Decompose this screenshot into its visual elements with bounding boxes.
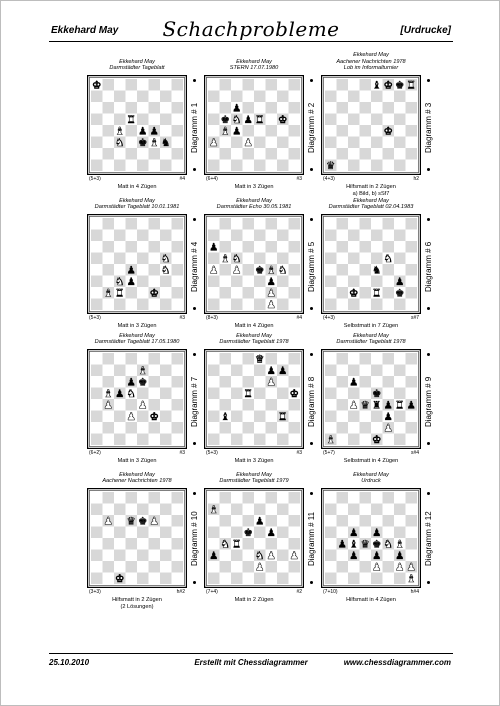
- black-king-icon: ♚: [138, 376, 148, 389]
- diagram-source: Darmstädter Tageblatt 1979: [219, 478, 289, 485]
- white-pawn-icon: ♟: [209, 136, 219, 149]
- chess-board: [87, 488, 187, 588]
- black-queen-icon: ♛: [360, 399, 370, 412]
- chess-board: [87, 214, 187, 314]
- stipulation-code: #3: [296, 450, 302, 456]
- marker-dot: [193, 79, 196, 82]
- stipulation-text: Matt in 3 Zügen: [117, 323, 157, 329]
- diagram-label: Diagramm # 8: [307, 376, 316, 427]
- diagram-author: Ekkehard May: [119, 58, 155, 65]
- white-pawn-icon: ♟: [266, 298, 276, 311]
- black-pawn-icon: ♟: [349, 549, 359, 562]
- stipulation-code: #3: [296, 176, 302, 182]
- white-rook-icon: ♜: [278, 410, 288, 423]
- diagram-author: Ekkehard May: [236, 197, 272, 204]
- white-knight-icon: ♞: [383, 538, 393, 551]
- piece-count: (3+3): [89, 589, 101, 595]
- white-pawn-icon: ♟: [255, 561, 265, 574]
- diagram-source: Darmstädter Echo 30.05.1981: [216, 204, 292, 211]
- white-knight-icon: ♞: [232, 113, 242, 126]
- marker-dot: [193, 353, 196, 356]
- diagram-label: Diagramm # 12: [424, 511, 433, 566]
- marker-dot: [427, 168, 430, 171]
- white-knight-icon: ♞: [232, 252, 242, 265]
- piece-count: (8+3): [206, 315, 218, 321]
- stipulation-code: s#7: [410, 315, 419, 321]
- white-bishop-icon: ♝: [406, 572, 416, 585]
- white-knight-icon: ♞: [255, 549, 265, 562]
- diagram-label: Diagramm # 7: [190, 376, 199, 427]
- white-bishop-icon: ♝: [209, 503, 219, 516]
- marker-dot: [427, 442, 430, 445]
- white-pawn-icon: ♟: [209, 264, 219, 277]
- stipulation-text: Selbstmatt in 7 Zügen: [343, 323, 399, 329]
- black-pawn-icon: ♟: [349, 376, 359, 389]
- chess-board: [321, 349, 421, 449]
- black-king-icon: ♚: [243, 526, 253, 539]
- diagram-author: Ekkehard May: [119, 197, 155, 204]
- white-knight-icon: ♞: [126, 387, 136, 400]
- white-knight-icon: ♞: [220, 538, 230, 551]
- stipulation-code: h2: [413, 176, 419, 182]
- black-king-icon: ♚: [220, 113, 230, 126]
- marker-dot: [310, 79, 313, 82]
- piece-count: (5+3): [89, 315, 101, 321]
- piece-count: (5+3): [206, 450, 218, 456]
- black-knight-icon: ♞: [161, 136, 171, 149]
- diagram-author: Ekkehard May: [236, 58, 272, 65]
- footer-url: www.chessdiagrammer.com: [343, 658, 451, 667]
- black-pawn-icon: ♟: [266, 364, 276, 377]
- white-bishop-icon: ♝: [138, 364, 148, 377]
- white-pawn-icon: ♟: [289, 549, 299, 562]
- chess-board: [204, 349, 304, 449]
- black-king-icon: ♚: [372, 538, 382, 551]
- marker-dot: [310, 581, 313, 584]
- bottom-rule: [49, 653, 453, 654]
- white-knight-icon: ♞: [161, 264, 171, 277]
- white-bishop-icon: ♝: [103, 287, 113, 300]
- black-pawn-icon: ♟: [209, 241, 219, 254]
- diagram-author: Ekkehard May: [353, 197, 389, 204]
- diagram-11: [204, 462, 316, 603]
- piece-count: (4+3): [323, 176, 335, 182]
- diagram-label: Diagramm # 3: [424, 102, 433, 153]
- marker-dot: [193, 492, 196, 495]
- black-pawn-icon: ♟: [149, 125, 159, 138]
- diagram-1: [87, 49, 199, 190]
- white-bishop-icon: ♝: [149, 136, 159, 149]
- black-pawn-icon: ♟: [266, 526, 276, 539]
- diagram-source: Darmstädter Tageblatt 10.01.1981: [94, 204, 180, 211]
- white-king-icon: ♚: [92, 79, 102, 92]
- stipulation-code: #2: [296, 589, 302, 595]
- stipulation-text: Matt in 2 Zügen: [234, 597, 274, 603]
- white-king-icon: ♚: [149, 287, 159, 300]
- author-header: Ekkehard May: [51, 25, 119, 36]
- diagram-author: Ekkehard May: [353, 471, 389, 478]
- diagram-label: Diagramm # 4: [190, 241, 199, 292]
- white-pawn-icon: ♟: [266, 287, 276, 300]
- black-pawn-icon: ♟: [243, 113, 253, 126]
- white-rook-icon: ♜: [243, 387, 253, 400]
- piece-count: (5+3): [89, 176, 101, 182]
- diagram-source: Darmstädter Tageblatt 17.05.1980: [94, 339, 180, 346]
- white-knight-icon: ♞: [278, 264, 288, 277]
- diagram-10: [87, 462, 199, 610]
- chess-board: [204, 75, 304, 175]
- white-pawn-icon: ♟: [232, 264, 242, 277]
- diagram-label: Diagramm # 6: [424, 241, 433, 292]
- white-king-icon: ♚: [383, 125, 393, 138]
- white-rook-icon: ♜: [255, 113, 265, 126]
- diagram-5: [204, 188, 316, 329]
- marker-dot: [310, 442, 313, 445]
- white-king-icon: ♚: [372, 433, 382, 446]
- white-king-icon: ♚: [289, 387, 299, 400]
- diagram-source: Darmstädter Tageblatt 1978: [336, 339, 406, 346]
- black-queen-icon: ♛: [360, 538, 370, 551]
- footer-date: 25.10.2010: [49, 658, 90, 667]
- diagram-12: [321, 462, 433, 603]
- marker-dot: [193, 581, 196, 584]
- stipulation-text: Hilfsmatt in 2 Zügen: [346, 184, 396, 190]
- white-knight-icon: ♞: [161, 252, 171, 265]
- white-king-icon: ♚: [278, 113, 288, 126]
- black-pawn-icon: ♟: [406, 399, 416, 412]
- black-pawn-icon: ♟: [126, 264, 136, 277]
- white-king-icon: ♚: [383, 79, 393, 92]
- chess-board: [321, 214, 421, 314]
- diagram-label: Diagramm # 10: [190, 511, 199, 566]
- white-knight-icon: ♞: [383, 252, 393, 265]
- stipulation-code: #3: [179, 450, 185, 456]
- marker-dot: [310, 353, 313, 356]
- white-pawn-icon: ♟: [349, 399, 359, 412]
- marker-dot: [310, 168, 313, 171]
- white-pawn-icon: ♟: [138, 399, 148, 412]
- black-knight-icon: ♞: [372, 264, 382, 277]
- black-pawn-icon: ♟: [383, 410, 393, 423]
- white-rook-icon: ♜: [406, 79, 416, 92]
- marker-dot: [427, 79, 430, 82]
- marker-dot: [310, 307, 313, 310]
- black-bishop-icon: ♝: [220, 410, 230, 423]
- diagram-label: Diagramm # 1: [190, 102, 199, 153]
- diagram-source: Darmstädter Tageblatt 02.04.1983: [328, 204, 414, 211]
- black-pawn-icon: ♟: [383, 399, 393, 412]
- white-pawn-icon: ♟: [383, 422, 393, 435]
- white-king-icon: ♚: [115, 572, 125, 585]
- marker-dot: [310, 218, 313, 221]
- white-rook-icon: ♜: [232, 538, 242, 551]
- marker-dot: [427, 581, 430, 584]
- white-pawn-icon: ♟: [126, 410, 136, 423]
- diagram-9: [321, 323, 433, 464]
- marker-dot: [193, 442, 196, 445]
- chess-board: [87, 75, 187, 175]
- chess-board: [87, 349, 187, 449]
- white-queen-icon: ♛: [255, 353, 265, 366]
- piece-count: (4+3): [323, 315, 335, 321]
- white-bishop-icon: ♝: [115, 125, 125, 138]
- black-king-icon: ♚: [255, 264, 265, 277]
- white-pawn-icon: ♟: [103, 515, 113, 528]
- black-bishop-icon: ♝: [372, 79, 382, 92]
- white-pawn-icon: ♟: [372, 561, 382, 574]
- white-king-icon: ♚: [149, 410, 159, 423]
- black-pawn-icon: ♟: [126, 376, 136, 389]
- white-pawn-icon: ♟: [103, 399, 113, 412]
- stipulation-code: h#4: [410, 589, 419, 595]
- top-rule: [49, 41, 453, 42]
- diagram-source: Aachener Nachrichten 1978: [336, 58, 406, 65]
- piece-count: (7+10): [323, 589, 338, 595]
- black-king-icon: ♚: [395, 79, 405, 92]
- chess-board: [204, 488, 304, 588]
- black-king-icon: ♚: [138, 515, 148, 528]
- white-bishop-icon: ♝: [266, 264, 276, 277]
- chess-board: [321, 488, 421, 588]
- black-queen-icon: ♛: [326, 159, 336, 172]
- white-bishop-icon: ♝: [220, 125, 230, 138]
- black-pawn-icon: ♟: [266, 275, 276, 288]
- black-pawn-icon: ♟: [395, 549, 405, 562]
- stipulation-text: Matt in 4 Zügen: [234, 323, 274, 329]
- diagram-source: Urdruck: [361, 478, 381, 485]
- piece-count: (6+2): [89, 450, 101, 456]
- marker-dot: [193, 218, 196, 221]
- black-pawn-icon: ♟: [372, 549, 382, 562]
- footer-credit: Erstellt mit Chessdiagrammer: [194, 658, 308, 667]
- stipulation-text: Hilfsmatt in 4 Zügen: [346, 597, 396, 603]
- stipulation-text: Matt in 3 Zügen: [234, 184, 274, 190]
- black-pawn-icon: ♟: [138, 125, 148, 138]
- white-pawn-icon: ♟: [243, 136, 253, 149]
- diagram-author: Ekkehard May: [119, 332, 155, 339]
- chess-board: [204, 214, 304, 314]
- white-bishop-icon: ♝: [220, 252, 230, 265]
- diagram-source: Lob im Informalturnier: [343, 65, 399, 72]
- black-king-icon: ♚: [372, 387, 382, 400]
- chess-board: [321, 75, 421, 175]
- black-queen-icon: ♛: [126, 515, 136, 528]
- white-pawn-icon: ♟: [266, 376, 276, 389]
- marker-dot: [193, 168, 196, 171]
- black-pawn-icon: ♟: [115, 387, 125, 400]
- white-pawn-icon: ♟: [266, 549, 276, 562]
- white-rook-icon: ♜: [115, 287, 125, 300]
- marker-dot: [427, 492, 430, 495]
- stipulation-code: s#4: [410, 450, 419, 456]
- white-knight-icon: ♞: [115, 136, 125, 149]
- diagram-3: [321, 49, 433, 197]
- diagram-source: Aachener Nachrichten 1978: [102, 478, 172, 485]
- diagram-author: Ekkehard May: [353, 332, 389, 339]
- black-king-icon: ♚: [138, 136, 148, 149]
- stipulation-text: Hilfsmatt in 2 Zügen: [112, 597, 162, 603]
- diagram-2: [204, 49, 316, 190]
- piece-count: (7+4): [206, 589, 218, 595]
- marker-dot: [427, 218, 430, 221]
- marker-dot: [193, 307, 196, 310]
- diagram-6: [321, 188, 433, 329]
- diagram-author: Ekkehard May: [353, 52, 389, 59]
- diagram-label: Diagramm # 2: [307, 102, 316, 153]
- marker-dot: [427, 353, 430, 356]
- stipulation-code: #4: [296, 315, 302, 321]
- white-rook-icon: ♜: [372, 287, 382, 300]
- black-pawn-icon: ♟: [372, 526, 382, 539]
- piece-count: (5+7): [323, 450, 335, 456]
- white-pawn-icon: ♟: [406, 561, 416, 574]
- black-pawn-icon: ♟: [232, 102, 242, 115]
- diagram-7: [87, 323, 199, 464]
- black-pawn-icon: ♟: [337, 538, 347, 551]
- white-rook-icon: ♜: [126, 113, 136, 126]
- stipulation-text: a) Bild, b) sSf7: [352, 191, 390, 197]
- diagram-4: [87, 188, 199, 329]
- black-pawn-icon: ♟: [126, 275, 136, 288]
- white-king-icon: ♚: [349, 287, 359, 300]
- white-rook-icon: ♜: [395, 399, 405, 412]
- white-knight-icon: ♞: [115, 275, 125, 288]
- diagram-label: Diagramm # 11: [307, 511, 316, 566]
- original-tag: [Urdrucke]: [400, 25, 451, 36]
- stipulation-code: #4: [179, 176, 185, 182]
- black-king-icon: ♚: [395, 287, 405, 300]
- piece-count: (6+4): [206, 176, 218, 182]
- stipulation-text: Matt in 3 Zügen: [117, 458, 157, 464]
- white-pawn-icon: ♟: [395, 561, 405, 574]
- white-bishop-icon: ♝: [103, 387, 113, 400]
- black-pawn-icon: ♟: [209, 549, 219, 562]
- stipulation-text: Matt in 4 Zügen: [117, 184, 157, 190]
- stipulation-text: Selbstmatt in 4 Zügen: [343, 458, 399, 464]
- black-pawn-icon: ♟: [395, 275, 405, 288]
- stipulation-code: #3: [179, 315, 185, 321]
- diagram-author: Ekkehard May: [119, 471, 155, 478]
- stipulation-text: Matt in 3 Zügen: [234, 458, 274, 464]
- white-bishop-icon: ♝: [395, 538, 405, 551]
- diagram-source: Darmstädter Tageblatt 1978: [219, 339, 289, 346]
- page-title: Schachprobleme: [162, 17, 340, 41]
- white-bishop-icon: ♝: [326, 433, 336, 446]
- black-pawn-icon: ♟: [349, 526, 359, 539]
- marker-dot: [310, 492, 313, 495]
- diagram-8: [204, 323, 316, 464]
- diagram-label: Diagramm # 9: [424, 376, 433, 427]
- diagram-author: Ekkehard May: [236, 471, 272, 478]
- diagram-label: Diagramm # 5: [307, 241, 316, 292]
- diagram-author: Ekkehard May: [236, 332, 272, 339]
- white-pawn-icon: ♟: [149, 515, 159, 528]
- black-rook-icon: ♜: [372, 399, 382, 412]
- diagram-source: Darmstädter Tageblatt: [109, 65, 165, 72]
- stipulation-code: h#2: [176, 589, 185, 595]
- black-bishop-icon: ♝: [349, 538, 359, 551]
- marker-dot: [427, 307, 430, 310]
- stipulation-text: (2 Lösungen): [120, 604, 154, 610]
- diagram-source: STERN 17.07.1980: [229, 65, 279, 72]
- black-pawn-icon: ♟: [232, 125, 242, 138]
- black-pawn-icon: ♟: [278, 364, 288, 377]
- black-pawn-icon: ♟: [255, 515, 265, 528]
